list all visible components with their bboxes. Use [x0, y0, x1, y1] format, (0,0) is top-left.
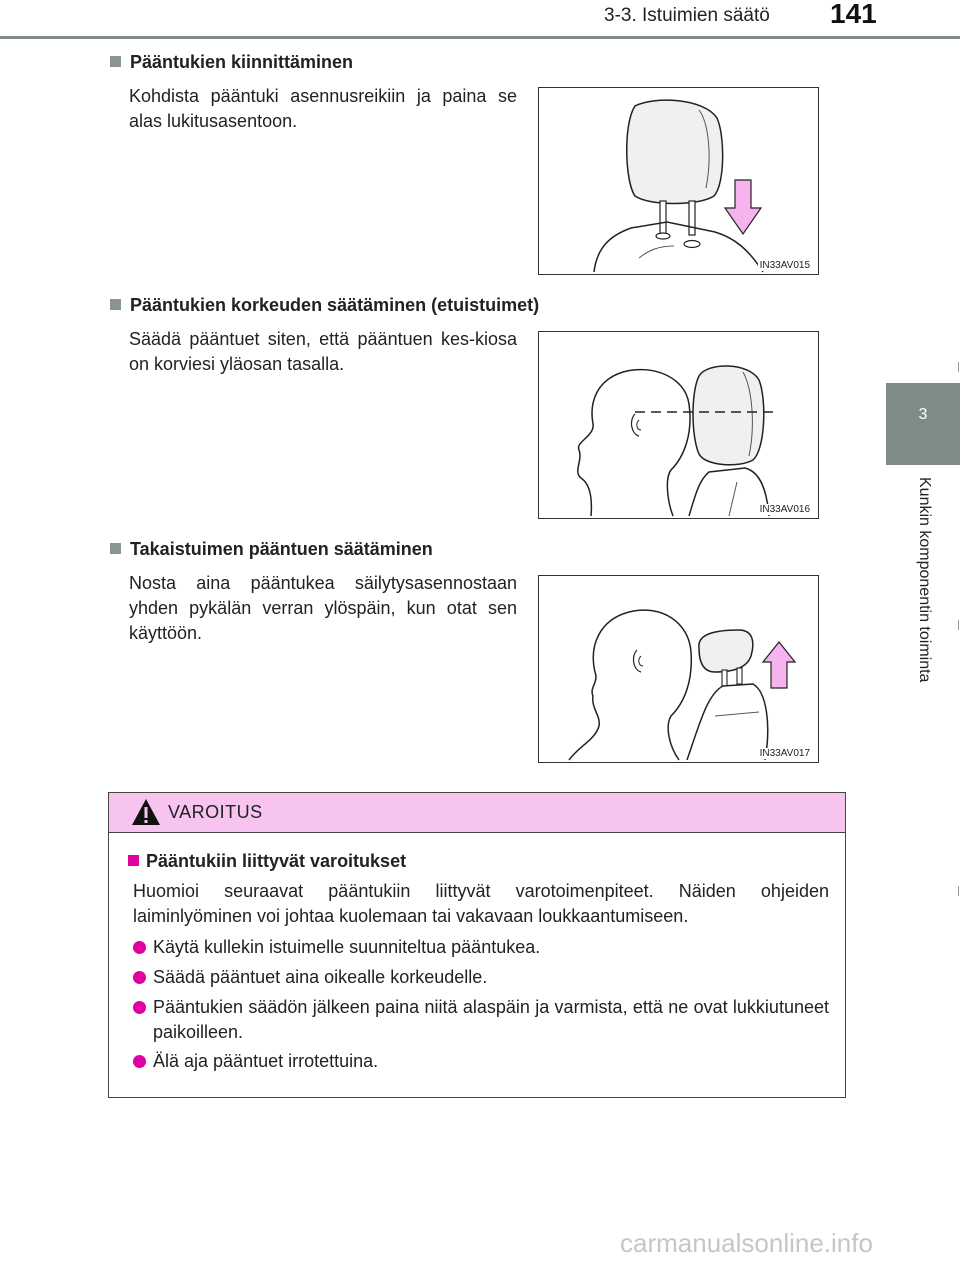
- watermark-url: carmanualsonline.info: [620, 1228, 873, 1258]
- tab-tick: [958, 886, 959, 896]
- warning-box: [108, 792, 846, 1098]
- round-bullet-icon: [133, 1001, 146, 1014]
- warning-bullet: [133, 965, 829, 990]
- warning-bullet-text: Älä aja pääntuet irrotettuina.: [153, 1051, 379, 1071]
- chapter-tab-label: [886, 465, 960, 745]
- section-heading-text: Pääntukien korkeuden säätäminen (etuistuimet): [130, 295, 540, 315]
- section-paragraph: Kohdista pääntuki asennusreikiin ja paina se alas lukitusasentoon.: [129, 86, 517, 131]
- figure-rear-headrest: [538, 575, 819, 763]
- section-paragraph: Nosta aina pääntukea säilytysasennostaan yhden pykälän verran ylöspäin, kun otat sen käyttöön.: [129, 573, 517, 643]
- warning-bullet: [133, 995, 829, 1045]
- section-heading: [110, 295, 539, 316]
- round-bullet-icon: [133, 1055, 146, 1068]
- warning-header: [109, 793, 845, 833]
- chapter-tab-number: 3: [886, 383, 960, 465]
- warning-bullet: [133, 935, 829, 960]
- section-paragraph: Säädä pääntuet siten, että pääntuen kes-kiosa on korviesi yläosan tasalla.: [129, 329, 517, 374]
- warning-subtitle-text: Pääntukiin liittyvät varoitukset: [146, 851, 407, 871]
- warning-bullet: [133, 1049, 829, 1074]
- square-bullet-icon: [110, 543, 121, 554]
- square-bullet-icon: [110, 56, 121, 67]
- chapter-tab-label-text: Kunkin komponentin toiminta: [916, 477, 933, 683]
- figure-headrest-height: [538, 331, 819, 519]
- tab-tick: [958, 620, 959, 630]
- warning-bullet-text: Pääntukien säädön jälkeen paina niitä alaspäin ja varmista, että ne ovat lukkiutuneet paikoilleen.: [153, 997, 829, 1042]
- section-heading: [110, 52, 353, 73]
- header-section-title: 3-3. Istuimien säätö: [604, 5, 770, 26]
- warning-intro: Huomioi seuraavat pääntukiin liittyvät varotoimenpiteet. Näiden ohjeiden laiminlyöminen voi johtaa kuolemaan tai vakavaan loukkaantumiseen.: [133, 881, 829, 926]
- headrest-install-illustration: [539, 88, 819, 275]
- rear-headrest-illustration: [539, 576, 819, 763]
- section-heading-text: Takaistuimen pääntuen säätäminen: [130, 539, 433, 559]
- round-bullet-icon: [133, 971, 146, 984]
- warning-bullet-text: Säädä pääntuet aina oikealle korkeudelle.: [153, 967, 488, 987]
- figure-headrest-install: [538, 87, 819, 275]
- warning-bullet-text: Käytä kullekin istuimelle suunniteltua pääntukea.: [153, 937, 541, 957]
- square-bullet-icon: [110, 299, 121, 310]
- figure-code: IN33AV017: [759, 748, 810, 759]
- page-number: 141: [830, 0, 877, 29]
- warning-triangle-icon: [131, 798, 161, 826]
- square-bullet-icon: [128, 855, 139, 866]
- section-heading-text: Pääntukien kiinnittäminen: [130, 52, 354, 72]
- figure-code: IN33AV015: [759, 260, 810, 271]
- figure-code: IN33AV016: [759, 504, 810, 515]
- tab-tick: [958, 362, 959, 372]
- headrest-height-illustration: [539, 332, 819, 519]
- warning-title: VAROITUS: [168, 802, 263, 822]
- header-rule: [0, 36, 960, 39]
- section-heading: [110, 539, 433, 560]
- round-bullet-icon: [133, 941, 146, 954]
- warning-subtitle: [128, 851, 406, 872]
